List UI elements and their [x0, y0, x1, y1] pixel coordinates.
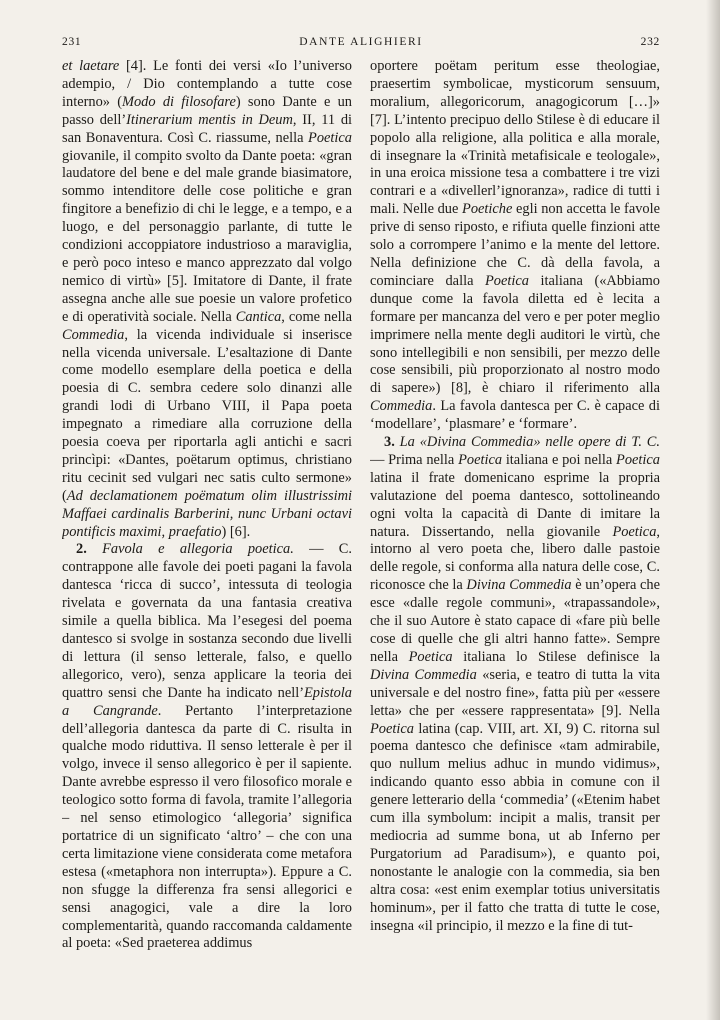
italic-text: Epistola a Cangrande	[62, 684, 352, 719]
italic-text: Commedia	[370, 398, 433, 415]
italic-text: Poetica	[408, 648, 453, 665]
text-run: «seria, e teatro di tutta la vita universale e del nostro fine», fatta più per «essere letta» che per «essere rappresentata» [9]. Nella	[370, 666, 660, 719]
section-number: 2.	[76, 541, 87, 558]
page-number-left: 231	[62, 36, 82, 48]
text-run: , come nella	[281, 308, 352, 325]
text-run: , II, 11 di san Bonaventura. Così C. riassume, nella	[62, 111, 352, 146]
text-run: [4]. Le fonti dei versi «Io l’universo adempio, / Dio contemplando a tutte cose interno» (	[62, 58, 352, 110]
paragraph	[370, 58, 660, 434]
text-run: — Prima nella	[370, 451, 459, 468]
section-number: 3.	[384, 434, 395, 451]
paragraph	[62, 58, 352, 541]
italic-text: Favola e allegoria poetica.	[102, 541, 294, 558]
text-run: — C. contrappone alle favole dei poeti pagani la favola dantesca ‘ricca di succo’, intessuta di teologia rivelata e governata da una fantasia creativa simile a quella biblica. Ma l’esegesi del poema dantesco si svolge in sostanza secondo due livelli di lettura (il senso letterale, falso, e quello allegorico, vero), senza applicare la teoria dei quattro sensi che Dante ha indicato nell’	[62, 541, 352, 701]
italic-text: La «Divina Commedia» nelle opere di T. C.	[399, 434, 660, 451]
italic-text: Cantica	[235, 308, 282, 325]
page-number-right: 232	[640, 36, 660, 48]
text-run: giovanile, il compito svolto da Dante poeta: «gran laudatore del bene e del male grande biasimatore, sommo intenditore delle cose politiche e gran fingitore a benefizio di chi le legge, e a tempo, e a luogo, e del personaggio parlante, di tutte le condizioni accoppiatore industrioso a maraviglia, e però poco inteso e manco apprezzato dal volgo nemico di virtù» [5]. Imitatore di Dante, il frate assegna anche alle sue poesie un valore profetico e di operatività sociale. Nella	[62, 147, 352, 325]
text-run: ) [6].	[221, 523, 251, 540]
italic-text: Commedia	[62, 326, 125, 343]
text-columns	[62, 58, 660, 988]
italic-text: Poetica	[458, 451, 503, 468]
text-run: egli non accetta le favole prive di senso riposto, e rifiuta quelle finzioni atte solo a corrompere l’animo e la mente del lettore. Nella definizione che C. dà della favola, a cominciare dalla	[370, 201, 660, 289]
text-run: . Pertanto l’interpretazione dell’allegoria dantesca da parte di C. risulta in qualche modo riduttiva. Il senso letterale è per il volgo, invece il senso allegorico è per il sapiente. Dante avrebbe espresso il vero filosofico morale e teologico sotto forma di favola, tramite l’allegoria – nel senso etimologico ‘allegoria’ significa portatrice di un significato ‘altro’ – che con una certa limitazione viene considerata come metafora estesa («metaphora non interrupta»). Eppure a C. non sfugge la differenza fra sensi allegorici e sensi anagogici, vale a dire la loro complementarità, quando raccomanda caldamente al poeta: «Sed praeterea addimus	[62, 702, 352, 952]
italic-text: Modo di filosofare	[122, 93, 236, 110]
text-run: . La favola dantesca per C. è capace di ‘modellare’, ‘plasmare’ e ‘formare’.	[370, 398, 660, 433]
text-run: oportere poëtam peritum esse theologiae, praesertim symbolicae, mysticorum sensuum, moralium, allegoricorum, anagogicorum […]» [7]. L’intento precipuo dello Stilese è di educare il popolo alla religione, alla politica e alla morale, di insegnare la «Trinità metafisicale e teologale», in una eroica missione tesa a combattere i tre vizi contrari e a «divellerl’ignoranza», radice di tutti i mali. Nelle due	[370, 58, 660, 218]
column-right	[370, 58, 660, 988]
running-title: DANTE ALIGHIERI	[299, 36, 423, 48]
page-edge-shadow	[706, 0, 720, 1020]
italic-text: Poetica	[485, 272, 529, 289]
section-paragraph	[370, 434, 660, 935]
text-run	[87, 541, 102, 557]
italic-text: Poetica	[616, 451, 660, 468]
text-run: , la vicenda individuale si inserisce nella vicenda universale. L’esaltazione di Dante come modello esemplare della poetica e della poesia di C. sembra cedere solo dinanzi alle grandi lodi di Urbano VIII, il Papa poeta impegnato a rimediare alla corruzione della poesia coeva per riportarla agli antichi e sacri princìpi: «Dantes, poëtarum optimus, christiano ritu cecinit sed vulgari nec satis culto sermone» (	[62, 326, 352, 504]
text-run: italiana («Abbiamo dunque come la favola diletta ed è lecita a formare per mancanza del vero e per poter meglio imprimere nella mente degli auditori le virtù, che sono intellegibili e non sensibili, per mezzo delle cose sensibili, più proporzionato al nostro modo di sapere») [8], è chiaro il riferimento alla	[370, 272, 660, 397]
italic-text: Poetica	[370, 720, 414, 737]
section-paragraph	[62, 541, 352, 953]
text-run: latina il frate domenicano esprime la propria valutazione del poema dantesco, sottolineando ogni volta la capacità di Dante di imitare la natura. Dissertando, nella giovanile	[370, 469, 660, 540]
text-run: latina (cap. VIII, art. XI, 9) C. ritorna sul poema dantesco che definisce «tam admirabile, quo nullum melius adhuc in mundo vidimus», indicando quanto esso abbia in comune con il genere letterario della ‘commedia’ («Etenim habet cum illa symbolum: incipit a malis, transit per mediocria ad summe bona, ut ab Inferno per Purgatorium ad Paradisum»), e quanto poi, nonostante le analogie con la commedia, sia ben altra cosa: «est enim exemplar totius universitatis hominum», per il fatto che tratta di tutte le cose, insegna «il principio, il mezzo e la fine di tut-	[370, 720, 660, 934]
italic-text: Ad declamationem poëmatum olim illustrissimi Maffaei cardinalis Barberini, nunc Urbani octavi pontificis maximi, praefatio	[62, 487, 352, 540]
text-run: italiana lo Stilese definisce la	[452, 648, 660, 665]
italic-text: et laetare	[62, 58, 120, 74]
italic-text: Poetica	[612, 523, 657, 540]
text-run: ) sono Dante e un passo dell’	[62, 93, 352, 128]
italic-text: Itinerarium mentis in Deum	[126, 111, 293, 128]
italic-text: Divina Commedia	[370, 666, 477, 683]
italic-text: Divina Commedia	[466, 577, 572, 594]
running-head	[62, 36, 660, 52]
italic-text: Poetiche	[462, 201, 513, 218]
text-run: è un’opera che esce «dalle regole communi», «trapassandole», che il suo Autore è stato capace di «fare più belle cose di quelle che gli altri hanno fatte». Sempre nella	[370, 577, 660, 665]
italic-text: Poetica	[308, 129, 352, 146]
text-run: italiana e poi nella	[502, 451, 617, 468]
column-left	[62, 58, 352, 988]
text-run: , intorno al vero poeta che, libero dalle pastoie delle regole, si conforma alla natura delle cose, C. riconosce che la	[370, 523, 660, 594]
